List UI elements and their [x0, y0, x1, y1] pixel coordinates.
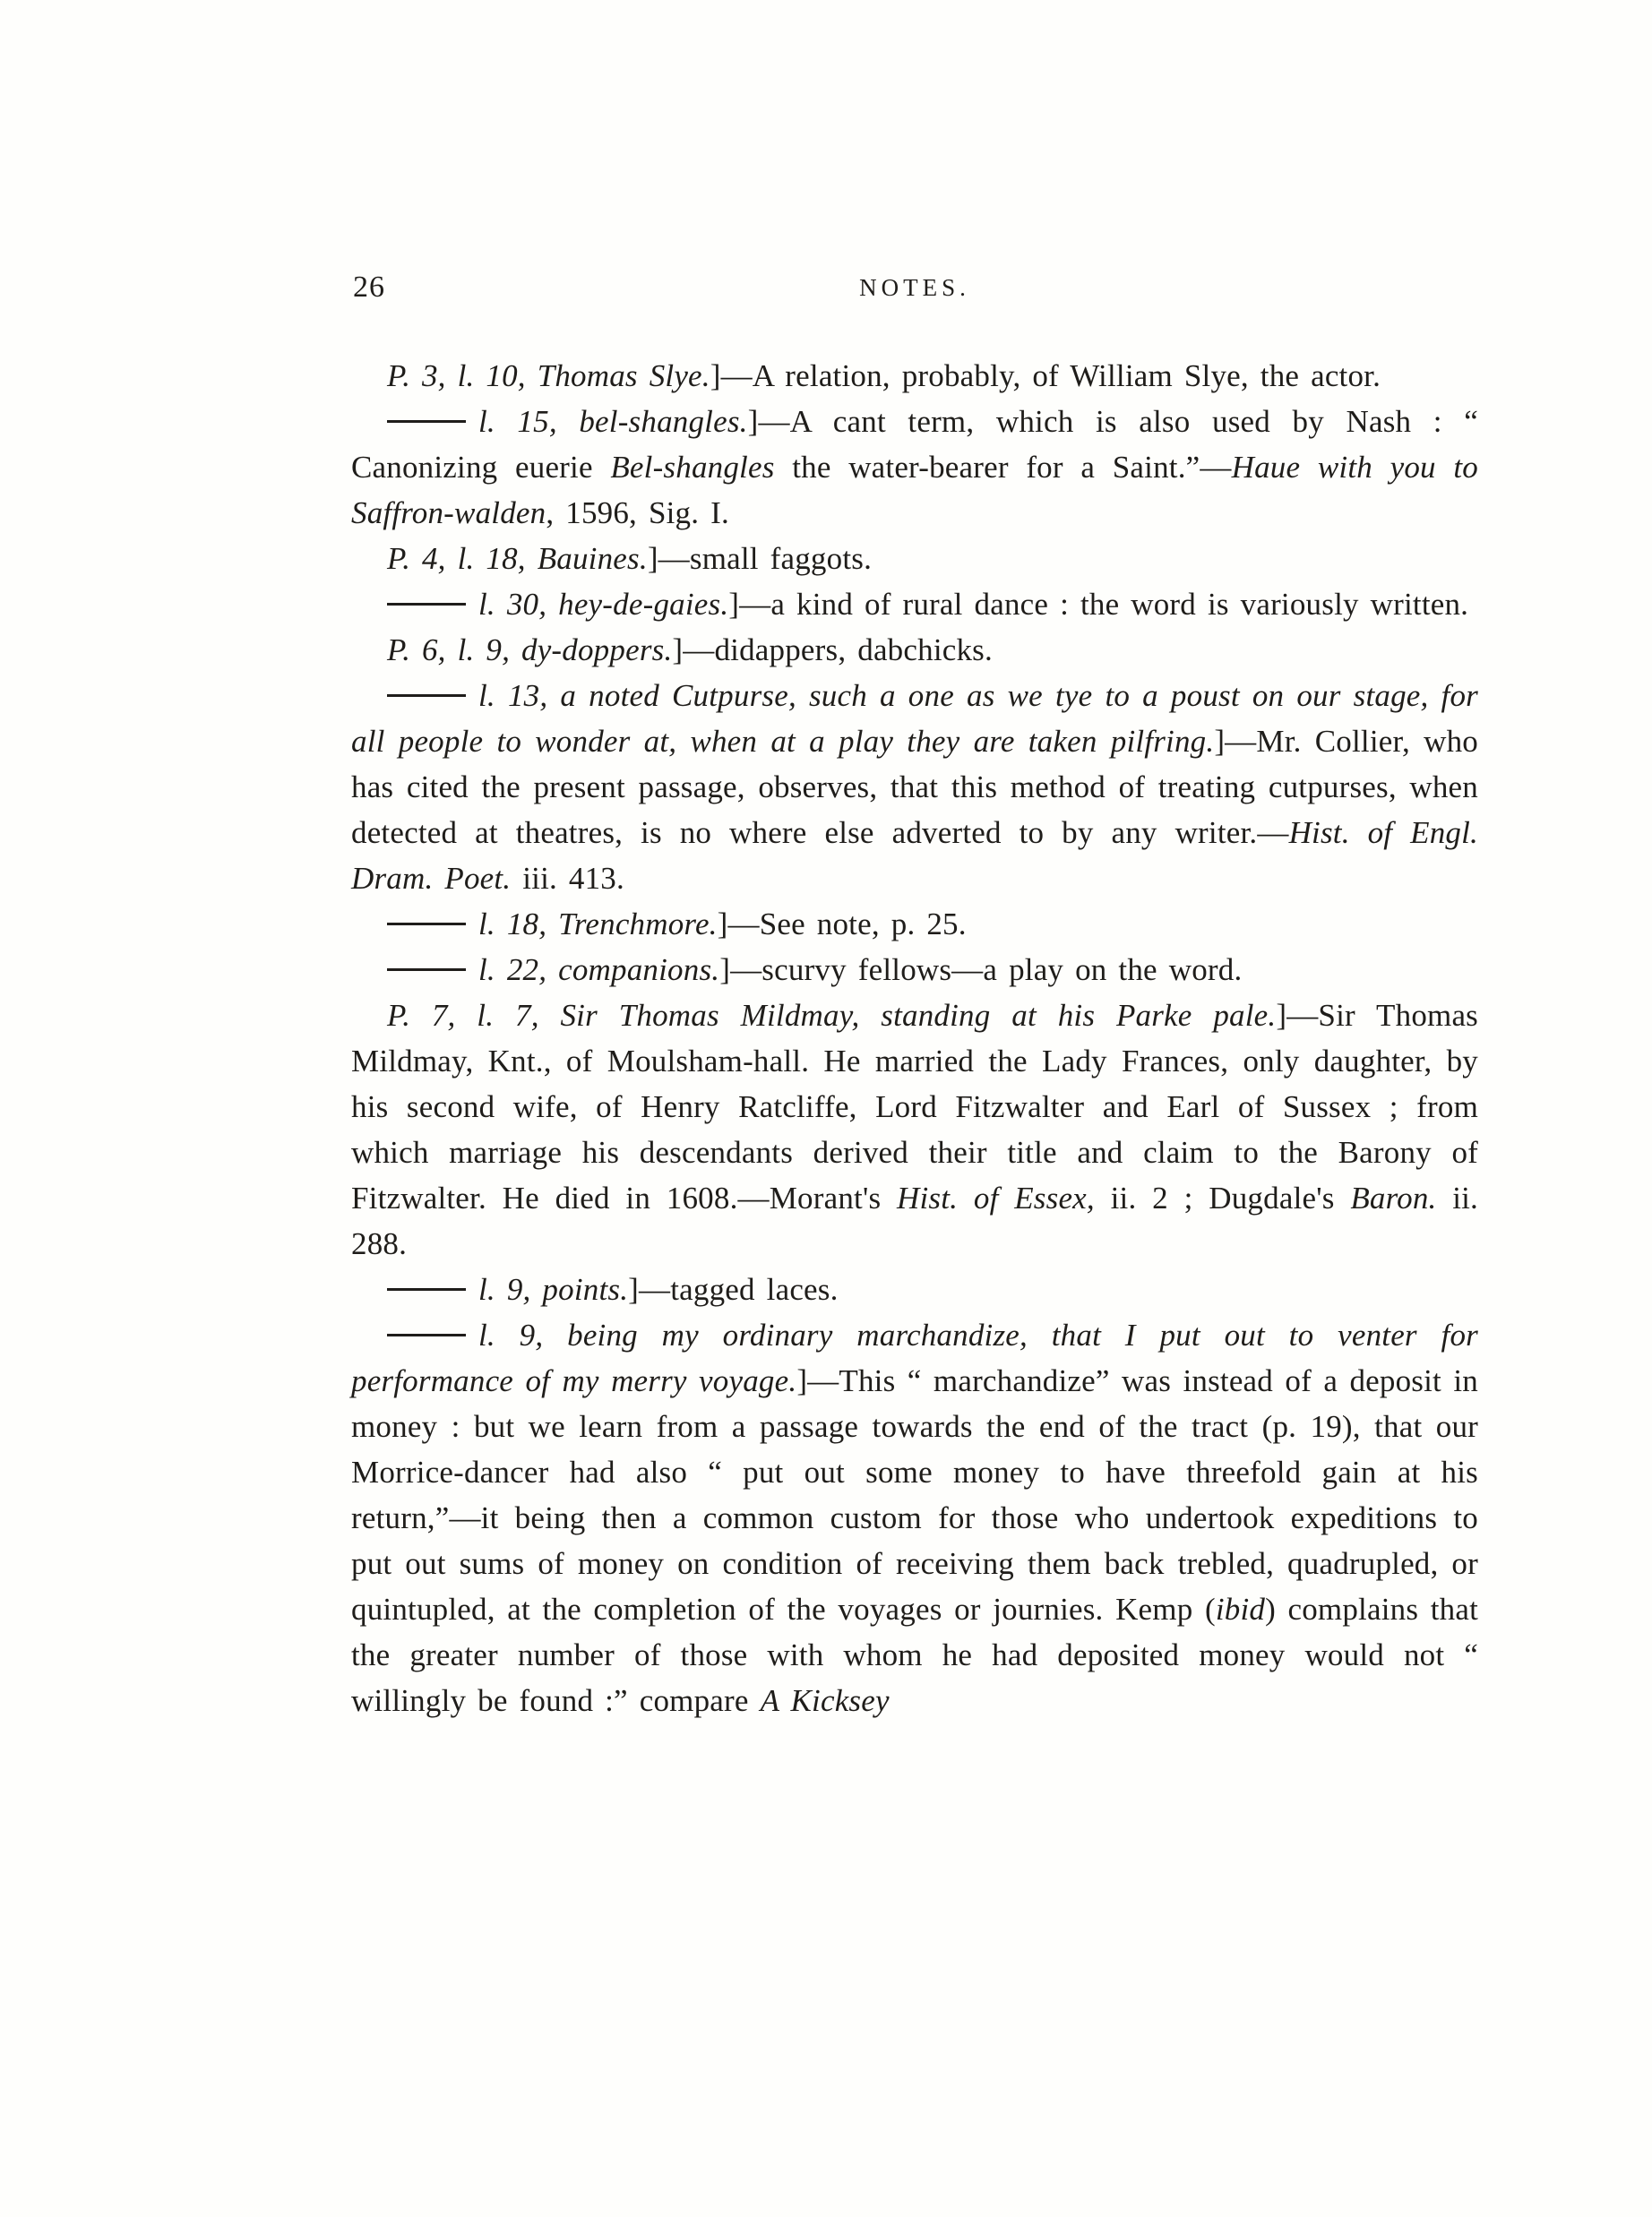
note-paragraph: [351, 627, 1478, 673]
text-segment: ]—a kind of rural dance : the word is variously written.: [728, 587, 1469, 622]
text-segment: l. 13, a noted Cutpurse, such a one as we tye to a poust on our stage, for all people to wonder at, when at a play they are taken pilfring.: [351, 678, 1478, 759]
note-paragraph: [351, 536, 1478, 581]
text-segment: l. 15, bel-shangles.: [478, 404, 748, 439]
dash-leader: [387, 603, 466, 606]
note-paragraph: [351, 901, 1478, 947]
text-segment: the water-bearer for a Saint.”—: [774, 450, 1232, 485]
text-segment: ]—A cant term, which is also used by Nash : “ Canonizing euerie: [351, 404, 1478, 485]
text-segment: , 1596, Sig. I.: [546, 495, 729, 530]
text-column: [351, 269, 1478, 1723]
text-segment: l. 22, companions.: [478, 952, 720, 987]
running-head: NOTES.: [859, 274, 970, 301]
text-segment: l. 30, hey-de-gaies.: [478, 587, 729, 622]
note-paragraph: [351, 1267, 1478, 1312]
text-segment: ibid: [1215, 1592, 1266, 1627]
text-segment: A Kicksey: [760, 1683, 890, 1718]
text-segment: P. 3, l. 10, Thomas Slye.: [387, 358, 710, 393]
note-paragraph: [351, 399, 1478, 536]
text-segment: l. 18, Trenchmore.: [478, 907, 718, 941]
text-segment: ) complains that the greater number of those with whom he had deposited money would not “ willingly be found :” compare: [351, 1592, 1479, 1718]
note-paragraph: [351, 581, 1478, 627]
text-segment: ]—Sir Thomas Mildmay, Knt., of Moulsham-hall. He married the Lady Frances, only daughter, by his second wife, of Henry Ratcliffe, Lord Fitzwalter and Earl of Sussex ; from which marriage his descendants derived their title and claim to the Barony of Fitzwalter. He died in 1608.—Morant's: [351, 998, 1479, 1216]
text-segment: Baron.: [1350, 1181, 1437, 1216]
page-header: [351, 269, 1478, 308]
text-segment: ]—This “ marchandize” was instead of a deposit in money : but we learn from a passage towards the end of the tract (p. 19), that our Morrice-dancer had also “ put out some money to have threefold gain at his return,”—it being then a common custom for those who undertook expeditions to put out sums of money on condition of receiving them back trebled, quadrupled, or quintupled, at the completion of the voyages or journies. Kemp (: [351, 1363, 1478, 1627]
text-segment: l. 9, points.: [478, 1272, 629, 1307]
text-segment: ]—A relation, probably, of William Slye, the actor.: [710, 358, 1381, 393]
page-number: 26: [353, 271, 385, 304]
text-segment: ]—didappers, dabchicks.: [672, 632, 993, 667]
text-segment: ii. 288.: [351, 1181, 1479, 1261]
notes-body: [351, 353, 1478, 1723]
text-segment: iii. 413.: [511, 861, 624, 896]
dash-leader: [387, 694, 466, 697]
text-segment: Hist. of Essex,: [897, 1181, 1095, 1216]
dash-leader: [387, 968, 466, 971]
text-segment: ii. 2 ; Dugdale's: [1094, 1181, 1351, 1216]
text-segment: ]—scurvy fellows—a play on the word.: [719, 952, 1243, 987]
text-segment: l. 9, being my ordinary marchandize, that I put out to venter for performance of my merry voyage.: [351, 1318, 1478, 1398]
text-segment: ]—tagged laces.: [628, 1272, 839, 1307]
text-segment: ]—See note, p. 25.: [717, 907, 967, 941]
text-segment: Hist. of Engl. Dram. Poet.: [351, 815, 1478, 896]
note-paragraph: [351, 992, 1478, 1267]
note-paragraph: [351, 947, 1478, 992]
dash-leader: [387, 1288, 466, 1291]
note-paragraph: [351, 353, 1478, 399]
text-segment: ]—small faggots.: [647, 541, 873, 576]
note-paragraph: [351, 673, 1478, 901]
dash-leader: [387, 923, 466, 925]
text-segment: ]—Mr. Collier, who has cited the present passage, observes, that this method of treating cutpurses, when detected at theatres, is no where else adverted to by any writer.—: [351, 724, 1478, 850]
text-segment: P. 7, l. 7, Sir Thomas Mildmay, standing at his Parke pale.: [387, 998, 1277, 1033]
note-paragraph: [351, 1312, 1478, 1723]
text-segment: P. 6, l. 9, dy-doppers.: [387, 632, 673, 667]
text-segment: P. 4, l. 18, Bauines.: [387, 541, 648, 576]
text-segment: Bel-shangles: [610, 450, 775, 485]
dash-leader: [387, 1334, 466, 1336]
text-segment: Haue with you to Saffron-walden: [351, 450, 1479, 530]
dash-leader: [387, 420, 466, 423]
